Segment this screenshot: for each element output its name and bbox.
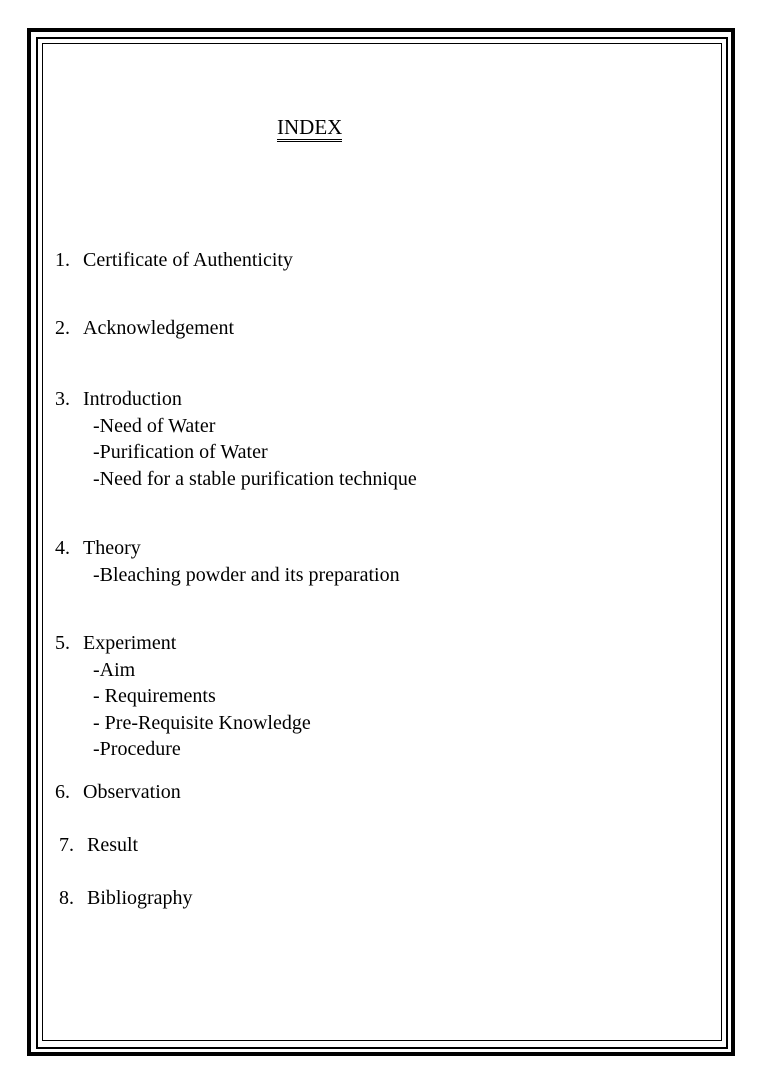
- index-item-7: [59, 832, 138, 859]
- index-item-number: 5.: [55, 632, 70, 654]
- index-item-4: [55, 535, 400, 588]
- index-item-1: [55, 247, 293, 274]
- index-item-5: [55, 630, 311, 763]
- index-item-6: [55, 779, 181, 806]
- index-item-label: Experiment: [83, 632, 177, 654]
- index-subitem: -Procedure: [93, 738, 181, 760]
- index-item-label: Acknowledgement: [83, 317, 235, 339]
- index-item-label: Certificate of Authenticity: [83, 249, 293, 271]
- index-item-number: 6.: [55, 781, 70, 803]
- index-item-number: 3.: [55, 388, 70, 410]
- index-item-8: [59, 885, 193, 912]
- index-item-number: 8.: [59, 887, 74, 909]
- index-subitem: - Pre-Requisite Knowledge: [93, 711, 311, 734]
- index-subitem: -Need of Water: [93, 414, 216, 437]
- index-item-label: Bibliography: [87, 887, 193, 909]
- index-item-3: [55, 386, 417, 492]
- index-item-label: Observation: [83, 781, 181, 803]
- index-item-label: Theory: [83, 537, 141, 559]
- page-title-text: INDEX: [277, 116, 342, 142]
- index-item-2: [55, 315, 234, 342]
- index-subitem: - Requirements: [93, 685, 216, 707]
- index-item-number: 1.: [55, 249, 70, 271]
- index-subitem: -Aim: [93, 658, 136, 681]
- index-subitem: -Bleaching powder and its preparation: [93, 563, 400, 586]
- index-item-number: 4.: [55, 537, 70, 559]
- index-subitem: -Need for a stable purification technique: [93, 467, 417, 490]
- index-subitem: -Purification of Water: [93, 441, 268, 463]
- index-item-label: Introduction: [83, 388, 182, 410]
- index-item-number: 7.: [59, 834, 74, 856]
- page-title: [277, 113, 342, 142]
- index-item-label: Result: [87, 834, 139, 856]
- index-item-number: 2.: [55, 317, 70, 339]
